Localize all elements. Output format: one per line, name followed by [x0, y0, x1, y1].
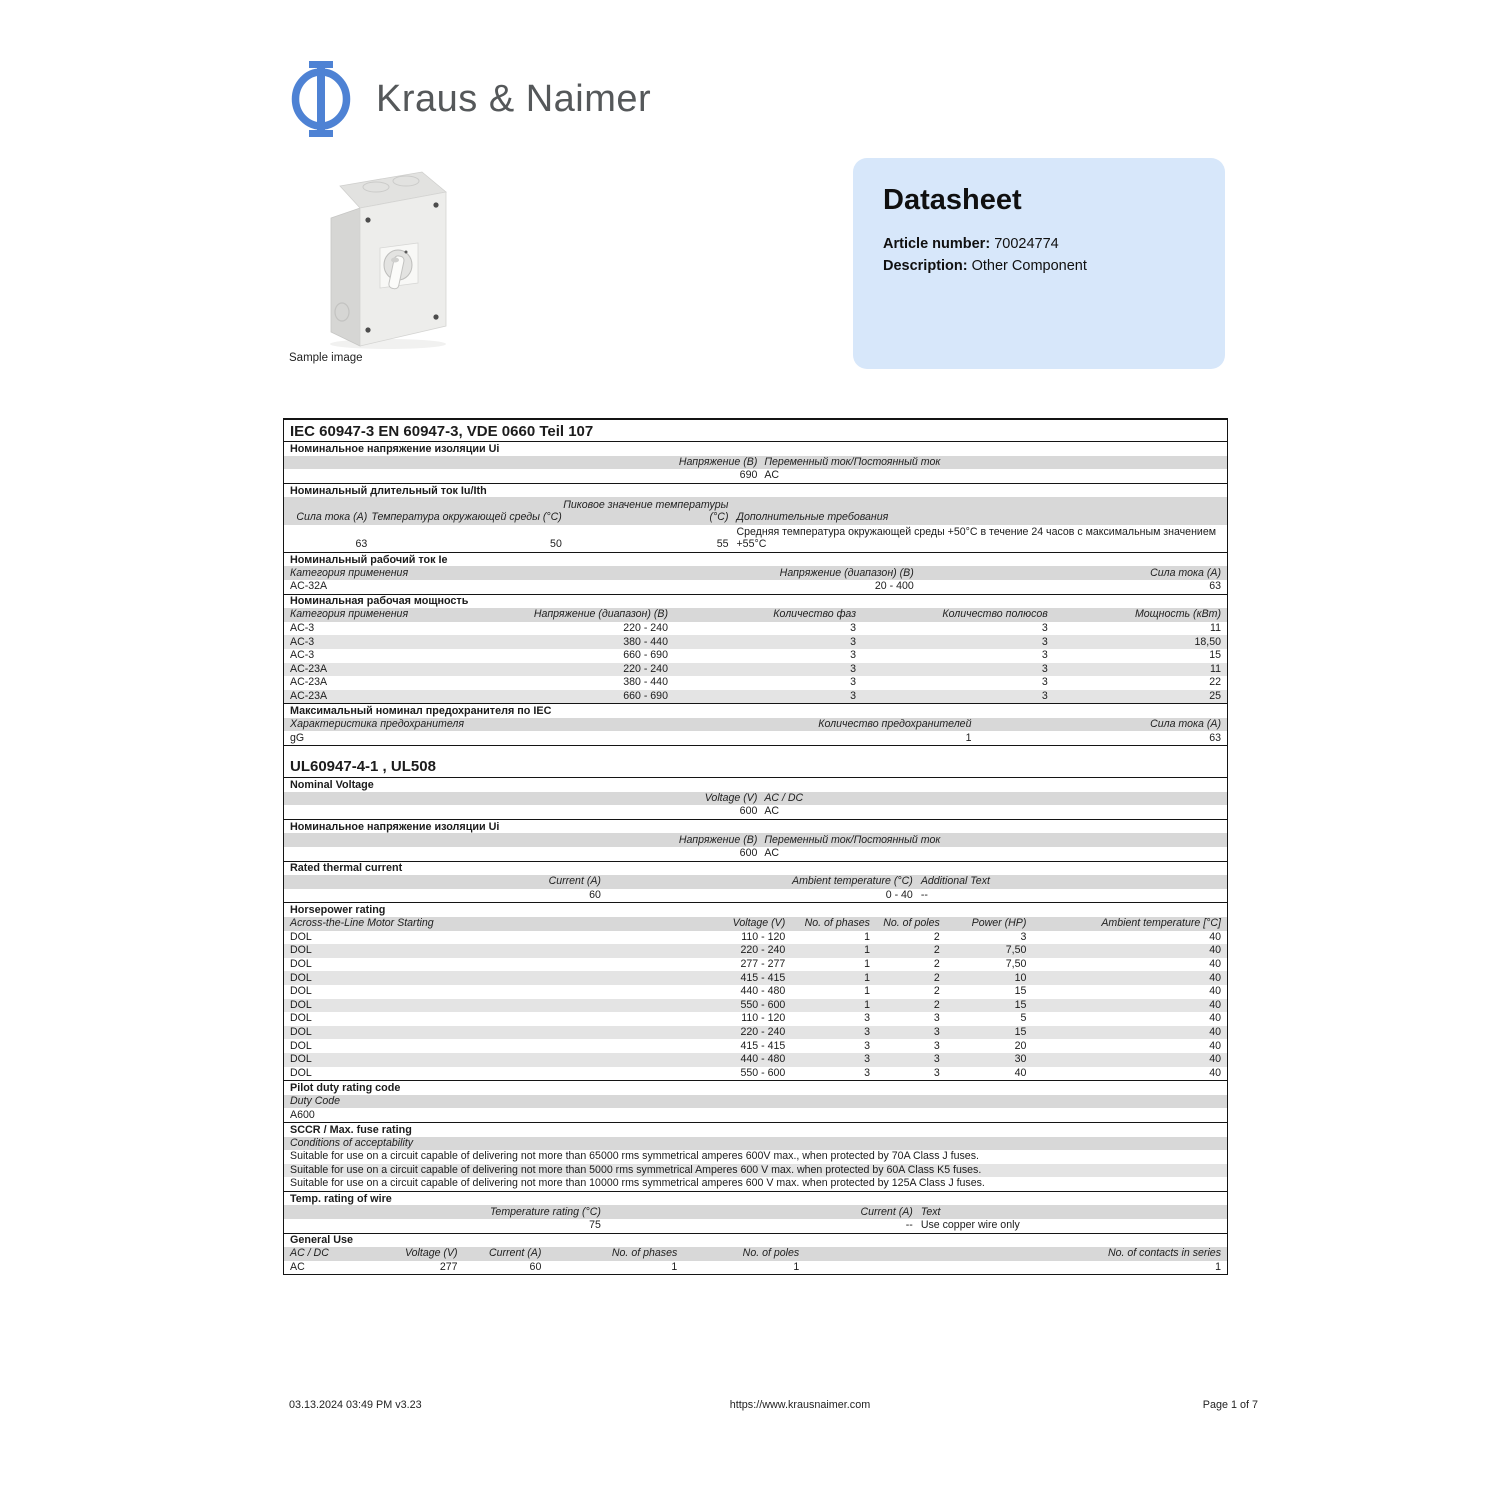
table-header-row [284, 1205, 1227, 1219]
table-cell: 40 [1209, 1066, 1221, 1079]
table-cell: 3 [864, 1025, 870, 1038]
table-cell: 600 [739, 847, 758, 860]
footer-url: https://www.krausnaimer.com [729, 1399, 871, 1411]
table-cell: 3 [933, 1039, 940, 1052]
table-cell: 15 [1209, 649, 1221, 662]
subsection-title: Максимальный номинал предохранителя по IEC [284, 703, 1227, 718]
description-line [883, 257, 1195, 276]
table-cell: 60 [589, 889, 601, 901]
table-cell: 277 [439, 1261, 458, 1274]
table-cell: Температура окружающей среды (°C) [371, 511, 562, 524]
table-cell: Напряжение (диапазон) (В) [779, 566, 914, 579]
section-gap [284, 745, 1227, 755]
table-cell: 440 - 480 [740, 985, 786, 998]
table-cell: 600 [739, 805, 758, 818]
table-cell: 3 [850, 649, 857, 662]
table-cell: AC-32A [290, 580, 328, 593]
table-cell: 3 [864, 1053, 870, 1066]
table-row [284, 931, 1227, 945]
table-row [284, 649, 1227, 663]
table-cell: Voltage (V) [404, 1247, 458, 1260]
table-cell: 3 [850, 621, 857, 634]
table-cell [562, 499, 729, 525]
table-cell: 25 [1209, 689, 1221, 702]
table-cell: 60 [529, 1261, 542, 1274]
footer-timestamp: 03.13.2024 03:49 PM v3.23 [289, 1399, 422, 1411]
table-row [284, 944, 1227, 958]
table-cell: 40 [1209, 944, 1221, 957]
table-cell: 440 - 480 [740, 1053, 786, 1066]
table-cell: DOL [290, 1039, 312, 1052]
table-cell: 550 - 600 [740, 1066, 786, 1079]
table-cell: 20 - 400 [874, 580, 914, 593]
subsection-title: Nominal Voltage [284, 777, 1227, 792]
table-cell: Количество фаз [773, 608, 857, 621]
table-cell: 3 [850, 689, 857, 702]
table-cell: Характеристика предохранителя [290, 718, 465, 731]
table-cell: AC-23A [290, 676, 328, 689]
table-cell: Suitable for use on a circuit capable of delivering not more than 65000 rms symmetrical amperes 600V max., when protected by 70A Class J fuses. [290, 1150, 979, 1163]
sample-image-caption: Sample image [289, 352, 363, 364]
subsection-title: Номинальная рабочая мощность [284, 594, 1227, 609]
table-cell: AC [764, 847, 780, 860]
table-cell: Current (A) [548, 875, 601, 888]
table-header-row [284, 1095, 1227, 1109]
table-cell: Ambient temperature (°C) [792, 875, 913, 888]
table-cell: 550 - 600 [740, 998, 786, 1011]
table-cell: AC-3 [290, 649, 315, 662]
table-cell: DOL [290, 1025, 312, 1038]
table-header-row [284, 566, 1227, 580]
table-cell: 690 [739, 469, 758, 482]
table-cell: Suitable for use on a circuit capable of delivering not more than 10000 rms symmetrical amperes 600 V max. when protected by 125A Class J fuses. [290, 1177, 985, 1190]
table-cell: 2 [933, 971, 940, 984]
table-row [284, 1026, 1227, 1040]
table-row [284, 1108, 1227, 1122]
table-cell: 3 [1041, 689, 1048, 702]
table-cell: -- [905, 1219, 913, 1232]
table-cell: 415 - 415 [740, 1039, 786, 1052]
table-cell: Additional Text [920, 875, 990, 888]
table-cell-line: (°C) [709, 511, 729, 524]
table-cell: 2 [933, 957, 940, 970]
table-cell: DOL [290, 998, 312, 1011]
table-cell: DOL [290, 985, 312, 998]
subsection-title: Temp. rating of wire [284, 1191, 1227, 1206]
brand-name: Kraus & Naimer [376, 77, 652, 120]
subsection-title: Rated thermal current [284, 861, 1227, 876]
table-cell: 2 [933, 930, 940, 943]
table-row [284, 805, 1227, 819]
table-cell: Voltage (V) [704, 791, 758, 804]
table-cell: 277 - 277 [740, 957, 786, 970]
table-cell: Переменный ток/Постоянный ток [764, 455, 941, 468]
table-cell: AC [764, 805, 780, 818]
table-cell: 1 [864, 985, 870, 998]
table-cell: 7,50 [1005, 944, 1027, 957]
table-cell: Conditions of acceptability [290, 1136, 414, 1149]
table-cell: AC / DC [764, 791, 804, 804]
table-cell: 3 [1041, 649, 1048, 662]
subsection-title: Номинальный рабочий ток Ie [284, 552, 1227, 567]
table-cell: DOL [290, 930, 312, 943]
table-row [284, 985, 1227, 999]
section-title-ul: UL60947-4-1 , UL508 [290, 758, 436, 776]
table-cell: 380 - 440 [623, 635, 668, 648]
table-cell: DOL [290, 1066, 312, 1079]
table-cell: 415 - 415 [740, 971, 786, 984]
table-cell: Temperature rating (°C) [489, 1205, 601, 1218]
table-cell: Current (A) [860, 1205, 913, 1218]
table-header-row [284, 497, 1227, 524]
table-cell: 18,50 [1194, 635, 1221, 648]
table-cell: Категория применения [290, 566, 409, 579]
article-number-value: 70024774 [990, 236, 1059, 252]
table-cell: 63 [1209, 580, 1221, 593]
table-cell: 3 [933, 1066, 940, 1079]
table-cell-line: Пиковое значение температуры [563, 498, 729, 511]
table-cell: Сила тока (А) [1150, 718, 1221, 731]
table-cell: 110 - 120 [741, 930, 786, 943]
table-header-row [284, 917, 1227, 931]
table-cell: 220 - 240 [623, 621, 668, 634]
table-row [284, 731, 1227, 745]
table-cell: 0 - 40 [885, 889, 913, 901]
table-cell: 40 [1209, 998, 1221, 1011]
table-cell: AC [290, 1261, 305, 1274]
table-row [284, 1164, 1227, 1178]
table-cell: Across-the-Line Motor Starting [290, 917, 434, 930]
description-value: Other Component [967, 258, 1087, 274]
table-cell: DOL [290, 1053, 312, 1066]
table-row [284, 971, 1227, 985]
table-cell: 11 [1210, 621, 1221, 634]
table-cell: 220 - 240 [623, 662, 668, 675]
table-cell: A600 [290, 1108, 315, 1121]
table-cell: AC-23A [290, 662, 328, 675]
table-cell: 40 [1209, 1025, 1221, 1038]
subsection-title: General Use [284, 1233, 1227, 1248]
table-cell: 1 [864, 957, 870, 970]
table-cell: Мощность (кВт) [1134, 608, 1221, 621]
table-cell: 3 [850, 676, 857, 689]
table-cell: 1 [793, 1261, 800, 1274]
table-row [284, 469, 1227, 483]
table-cell: 40 [1209, 957, 1221, 970]
subsection-title: Номинальное напряжение изоляции Ui [284, 441, 1227, 456]
table-header-row [284, 456, 1227, 470]
table-cell: 55 [716, 538, 729, 551]
table-row [284, 1067, 1227, 1081]
table-cell: 20 [1014, 1039, 1027, 1052]
table-cell: 75 [589, 1219, 601, 1232]
brand-header [290, 60, 651, 138]
table-row [284, 958, 1227, 972]
table-cell: 380 - 440 [623, 676, 668, 689]
table-row [284, 1261, 1227, 1275]
table-cell: AC-23A [290, 689, 328, 702]
table-cell: 2 [933, 998, 940, 1011]
table-cell: 15 [1014, 998, 1027, 1011]
table-row [284, 847, 1227, 861]
table-cell: 3 [864, 1066, 870, 1079]
section-title-iec: IEC 60947-3 EN 60947-3, VDE 0660 Teil 107 [290, 422, 594, 440]
table-header-row [284, 718, 1227, 732]
table-cell: DOL [290, 957, 312, 970]
table-cell: 40 [1014, 1066, 1027, 1079]
table-cell: 1 [671, 1261, 678, 1274]
table-cell: 40 [1209, 1039, 1221, 1052]
table-cell: 660 - 690 [623, 649, 668, 662]
table-cell: 63 [355, 538, 368, 551]
table-cell: AC-3 [290, 621, 315, 634]
table-header-row [284, 875, 1227, 889]
table-cell: 40 [1209, 1012, 1221, 1025]
table-cell: Сила тока (А) [1150, 566, 1221, 579]
table-row [284, 1012, 1227, 1026]
table-header-row [284, 608, 1227, 622]
table-cell: Power (HP) [971, 917, 1027, 930]
table-row [284, 999, 1227, 1013]
table-cell: 3 [850, 635, 857, 648]
table-header-row [284, 833, 1227, 847]
table-cell: 3 [1041, 621, 1048, 634]
table-cell: 1 [1215, 1261, 1221, 1274]
table-row [284, 676, 1227, 690]
table-cell: 1 [864, 944, 870, 957]
table-cell: gG [290, 731, 305, 744]
table-cell: 2 [933, 985, 940, 998]
table-cell: Suitable for use on a circuit capable of delivering not more than 5000 rms symmetrical Amperes 600 V max. when protected by 60A Class K5 fuses. [290, 1163, 982, 1176]
table-cell: 10 [1014, 971, 1027, 984]
table-header-row [284, 1247, 1227, 1261]
table-cell: DOL [290, 1012, 312, 1025]
table-row [284, 1177, 1227, 1191]
subsection-title: Номинальный длительный ток Iu/Ith [284, 483, 1227, 498]
table-cell: Переменный ток/Постоянный ток [764, 833, 941, 846]
table-cell: Напряжение (B) [678, 833, 758, 846]
table-cell: 5 [1020, 1012, 1027, 1025]
table-row [284, 663, 1227, 677]
table-row [284, 690, 1227, 704]
table-cell: Text [920, 1205, 941, 1218]
table-cell: Duty Code [290, 1094, 341, 1107]
table-cell: 3 [1041, 635, 1048, 648]
table-row [284, 580, 1227, 594]
table-cell: 15 [1014, 985, 1027, 998]
table-cell: 11 [1210, 662, 1221, 675]
footer-page-number: Page 1 of 7 [1202, 1399, 1258, 1411]
table-cell: 1 [965, 731, 972, 744]
table-cell: Напряжение (B) [678, 455, 758, 468]
table-row [284, 1039, 1227, 1053]
table-cell: 50 [550, 538, 562, 551]
subsection-title: SCCR / Max. fuse rating [284, 1122, 1227, 1137]
table-cell: No. of contacts in series [1107, 1247, 1221, 1260]
table-cell: 15 [1014, 1025, 1027, 1038]
table-header-row [284, 1137, 1227, 1151]
table-cell: 220 - 240 [740, 1025, 786, 1038]
table-cell: 3 [1041, 662, 1048, 675]
table-cell: 3 [850, 662, 857, 675]
table-cell: 3 [864, 1039, 870, 1052]
table-cell: Средняя температура окружающей среды +50°C в течение 24 часов с максимальным значением +55°C [736, 525, 1217, 551]
table-cell: Use copper wire only [920, 1219, 1020, 1232]
table-row [284, 1053, 1227, 1067]
table-cell: 3 [933, 1053, 940, 1066]
table-cell: No. of phases [611, 1247, 678, 1260]
table-row [284, 889, 1227, 903]
table-cell: No. of phases [804, 917, 870, 930]
table-cell: Ambient temperature [°C] [1101, 917, 1221, 930]
table-cell: 3 [933, 1025, 940, 1038]
article-number-label: Article number: [883, 236, 991, 252]
subsection-title: Pilot duty rating code [284, 1080, 1227, 1095]
table-cell: 7,50 [1005, 957, 1027, 970]
spec-table [283, 418, 1228, 1275]
table-cell: 3 [1020, 930, 1027, 943]
subsection-title: Horsepower rating [284, 902, 1227, 917]
table-cell: 30 [1014, 1053, 1027, 1066]
table-cell: 3 [864, 1012, 870, 1025]
article-number-line [883, 235, 1195, 254]
table-cell: 40 [1209, 985, 1221, 998]
table-cell: 110 - 120 [741, 1012, 786, 1025]
table-cell: AC [764, 469, 780, 482]
table-cell: Voltage (V) [732, 917, 786, 930]
table-cell: Напряжение (диапазон) (В) [533, 608, 668, 621]
table-cell: Сила тока (А) [296, 511, 368, 524]
table-cell: 1 [864, 998, 870, 1011]
table-row [284, 1219, 1227, 1233]
table-row [284, 635, 1227, 649]
table-cell: 1 [864, 971, 870, 984]
table-cell: 220 - 240 [740, 944, 786, 957]
product-sample-image [318, 160, 458, 352]
table-cell: Количество предохранителей [818, 718, 972, 731]
table-cell: AC / DC [290, 1247, 329, 1260]
table-cell: 22 [1209, 676, 1221, 689]
table-row [284, 1150, 1227, 1164]
table-cell: No. of poles [742, 1247, 800, 1260]
datasheet-infobox [853, 158, 1225, 369]
table-cell: Current (A) [488, 1247, 542, 1260]
table-cell: 1 [864, 930, 870, 943]
table-header-row [284, 792, 1227, 806]
table-cell: -- [920, 889, 928, 901]
table-cell: 40 [1209, 930, 1221, 943]
table-cell: 2 [933, 944, 940, 957]
subsection-title: Номинальное напряжение изоляции Ui [284, 819, 1227, 834]
table-cell: AC-3 [290, 635, 315, 648]
table-cell: Категория применения [290, 608, 409, 621]
phi-logo-icon [290, 60, 352, 138]
infobox-title: Datasheet [883, 184, 1022, 216]
table-cell: 40 [1209, 1053, 1221, 1066]
table-cell: 63 [1209, 731, 1221, 744]
table-cell: Дополнительные требования [736, 511, 889, 524]
table-cell: 660 - 690 [623, 689, 668, 702]
table-cell: 3 [1041, 676, 1048, 689]
table-cell: 3 [933, 1012, 940, 1025]
table-cell: 40 [1209, 971, 1221, 984]
table-row [284, 525, 1227, 552]
table-cell: Количество полюсов [942, 608, 1048, 621]
description-label: Description: [883, 258, 968, 274]
table-cell: No. of poles [883, 917, 940, 930]
table-cell: DOL [290, 971, 312, 984]
table-row [284, 622, 1227, 636]
table-cell: DOL [290, 944, 312, 957]
